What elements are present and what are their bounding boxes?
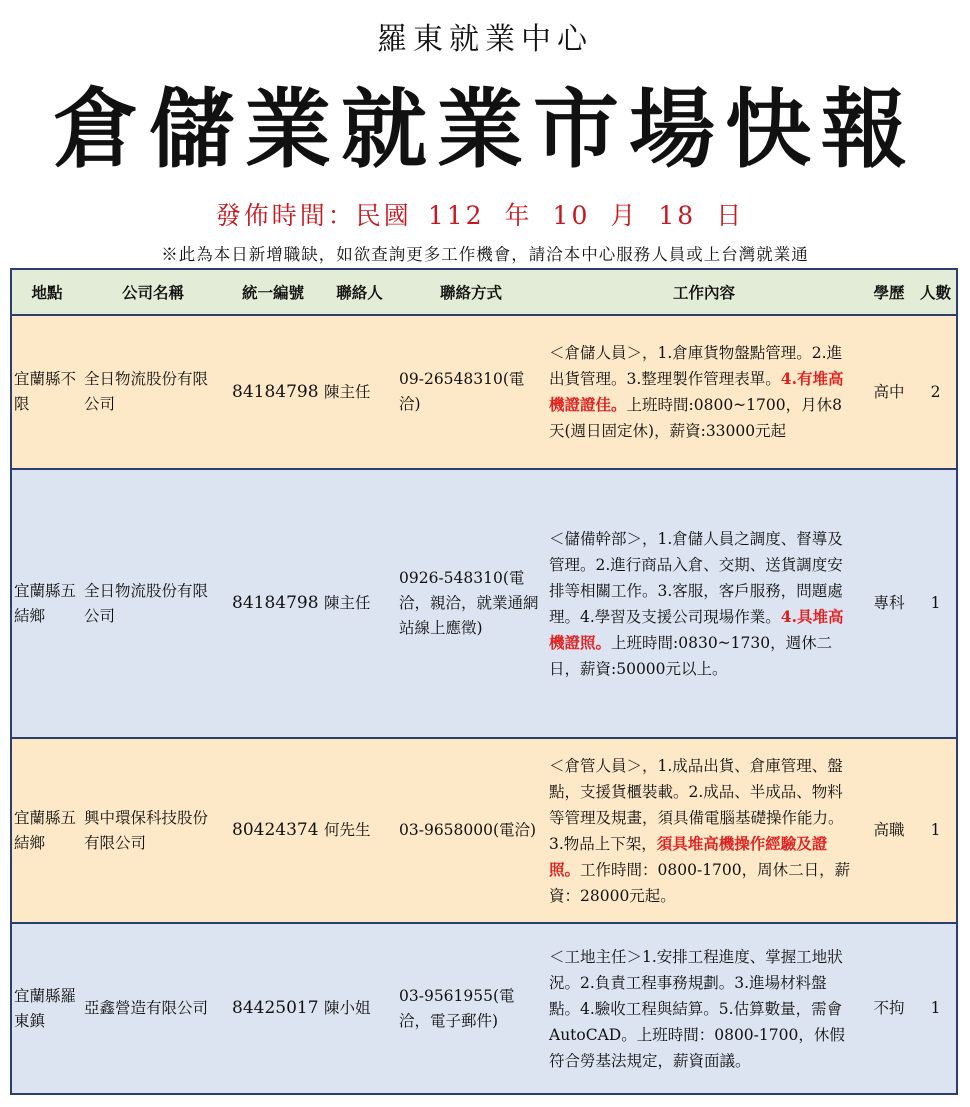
publish-label: 發佈時間：民國	[215, 201, 412, 230]
cell-education: 高職	[863, 738, 915, 923]
col-header-job: 工作內容	[545, 270, 863, 315]
cell-location: 宜蘭縣羅東鎮	[12, 923, 82, 1093]
cell-job-content	[545, 469, 863, 738]
cell-contact-method: 03-9561955(電洽，電子郵件)	[397, 923, 545, 1093]
col-header-contact: 聯絡人	[322, 270, 397, 315]
cell-contact-method: 09-26548310(電洽)	[397, 315, 545, 469]
cell-location: 宜蘭縣五結鄉	[12, 738, 82, 923]
cell-contact-method: 0926-548310(電洽，親洽，就業通網站線上應徵)	[397, 469, 545, 738]
table-row	[12, 315, 956, 469]
cell-contact: 陳主任	[322, 469, 397, 738]
cell-job-content	[545, 315, 863, 469]
job-text-tail: 上班時間:0800~1700，月休8天(週日固定休)，薪資:33000元起	[549, 396, 842, 440]
cell-education: 高中	[863, 315, 915, 469]
table-header-row	[12, 270, 956, 315]
col-header-company: 公司名稱	[82, 270, 224, 315]
job-text-tail: 上班時間:0830~1730，週休二日，薪資:50000元以上。	[549, 633, 833, 678]
cell-job-content	[545, 738, 863, 923]
col-header-count: 人數	[915, 270, 956, 315]
publish-month: 10	[552, 201, 591, 230]
page-title: 倉儲業就業市場快報	[53, 79, 917, 180]
cell-company: 興中環保科技股份有限公司	[82, 738, 224, 923]
job-text-tail: 工作時間：0800-1700，周休二日，薪資：28000元起。	[549, 860, 851, 905]
publish-day: 18	[658, 201, 697, 230]
cell-contact-method: 03-9658000(電洽)	[397, 738, 545, 923]
job-text: ＜倉管人員＞，1.成品出貨、倉庫管理、盤點，支援貨櫃裝載。2.成品、半成品、物料等管理及規畫，須具備電腦基礎操作能力。3.物品上下架，	[549, 756, 844, 853]
job-text: ＜工地主任＞1.安排工程進度、掌握工地狀況。2.負責工程事務規劃。3.進場材料盤點。4.驗收工程與結算。5.估算數量，需會AutoCAD。上班時間：0800-1700，休假符合勞基法規定，薪資面議。	[549, 947, 845, 1070]
cell-education: 專科	[863, 469, 915, 738]
cell-location: 宜蘭縣五結鄉	[12, 469, 82, 738]
job-highlight: 4.具堆高機證照。	[549, 606, 844, 652]
cell-job-content	[545, 923, 863, 1093]
table-row	[12, 923, 956, 1093]
publish-date	[0, 196, 970, 232]
publish-year: 112	[427, 201, 485, 230]
notice-text: ※此為本日新增職缺，如欲查詢更多工作機會，請洽本中心服務人員或上台灣就業通	[161, 245, 809, 264]
publish-day-unit: 日	[716, 201, 745, 230]
cell-location: 宜蘭縣不限	[12, 315, 82, 469]
col-header-tax-id: 統一編號	[224, 270, 322, 315]
cell-tax-id: 84425017	[224, 923, 322, 1093]
cell-contact: 陳主任	[322, 315, 397, 469]
cell-tax-id: 84184798	[224, 469, 322, 738]
cell-contact: 陳小姐	[322, 923, 397, 1093]
cell-company: 全日物流股份有限公司	[82, 315, 224, 469]
cell-count: 1	[915, 738, 956, 923]
cell-contact: 何先生	[322, 738, 397, 923]
table-row	[12, 469, 956, 738]
table-row	[12, 738, 956, 923]
cell-company: 全日物流股份有限公司	[82, 469, 224, 738]
cell-tax-id: 80424374	[224, 738, 322, 923]
cell-count: 1	[915, 923, 956, 1093]
org-name: 羅東就業中心	[377, 22, 593, 57]
col-header-location: 地點	[12, 270, 82, 315]
job-listing-table	[10, 268, 958, 1095]
cell-count: 2	[915, 315, 956, 469]
job-highlight: 須具堆高機操作經驗及證照。	[549, 833, 828, 879]
publish-year-unit: 年	[504, 201, 533, 230]
cell-education: 不拘	[863, 923, 915, 1093]
cell-tax-id: 84184798	[224, 315, 322, 469]
cell-company: 亞鑫營造有限公司	[82, 923, 224, 1093]
job-text: ＜倉儲人員＞，1.倉庫貨物盤點管理。2.進出貨管理。3.整理製作管理表單。	[549, 344, 843, 388]
col-header-method: 聯絡方式	[397, 270, 545, 315]
job-highlight: 4.有堆高機證證佳。	[549, 369, 844, 414]
cell-count: 1	[915, 469, 956, 738]
publish-month-unit: 月	[610, 201, 639, 230]
job-text: ＜儲備幹部＞，1.倉儲人員之調度、督導及管理。2.進行商品入倉、交期、送貨調度安排等相關工作。3.客服，客戶服務，問題處理。4.學習及支援公司現場作業。	[549, 529, 843, 626]
col-header-edu: 學歷	[863, 270, 915, 315]
